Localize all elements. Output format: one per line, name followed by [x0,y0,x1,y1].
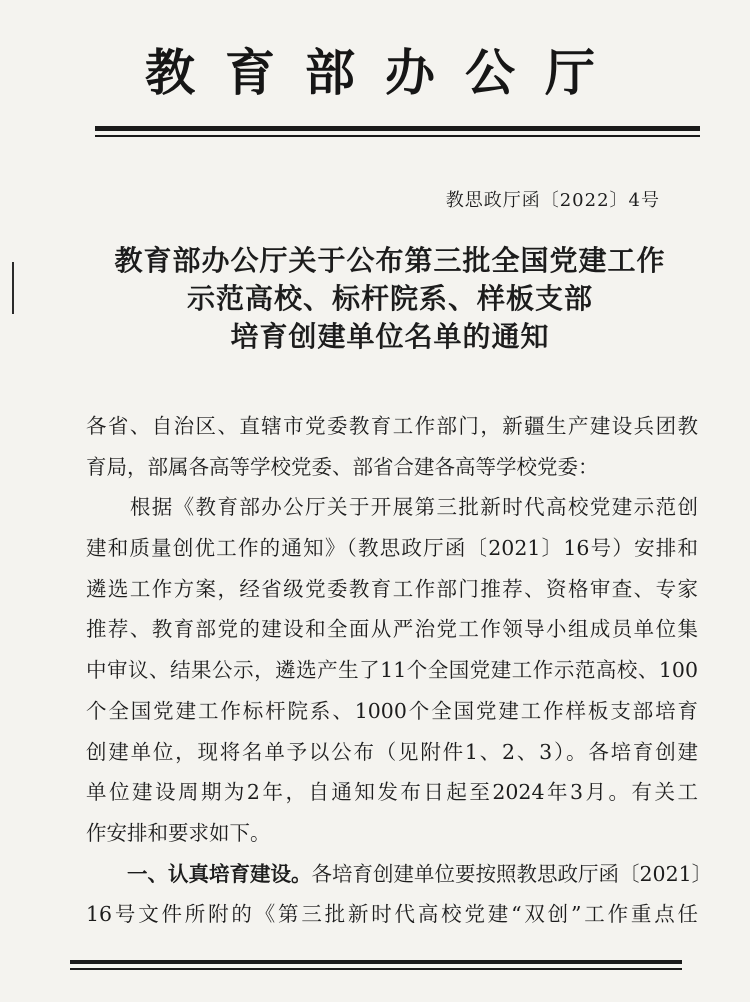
title-line: 培育创建单位名单的通知 [230,320,550,353]
body-line: 推荐、教育部党的建设和全面从严治党工作领导小组成员单位集 [86,617,698,642]
header-rule-thick [95,126,700,131]
body-line: 16号文件所附的《第三批新时代高校党建“双创”工作重点任 [86,902,698,927]
section-heading: 一、认真培育建设。 [86,861,312,886]
body-line: 个全国党建工作标杆院系、1000个全国党建工作样板支部培育 [86,698,698,723]
body-line: 中审议、结果公示，遴选产生了11个全国党建工作示范高校、100 [86,658,698,683]
body-line: 作安排和要求如下。 [86,820,271,845]
title-line: 示范高校、标杆院系、样板支部 [186,282,593,315]
addressee-line: 育局，部属各高等学校党委、部省合建各高等学校党委： [86,454,599,479]
title-line: 教育部办公厅关于公布第三批全国党建工作 [114,244,666,277]
body-line: 建和质量创优工作的通知》（教思政厅函〔2021〕16号）安排和 [86,536,698,561]
section-heading-line [86,854,713,895]
body-line: 根据《教育部办公厅关于开展第三批新时代高校党建示范创 [86,495,698,520]
document-title [60,242,720,356]
body-line: 遴选工作方案，经省级党委教育工作部门推荐、资格审查、专家 [86,576,698,601]
body-line: 单位建设周期为2年，自通知发布日起至2024年3月。有关工 [86,780,698,805]
margin-mark [12,262,14,314]
footer-rule-thin [70,968,682,970]
header-rule-thin [95,135,700,137]
letterhead: 教育部办公厅 [145,43,625,102]
section-text: 各培育创建单位要按照教思政厅函〔2021〕 [311,861,713,886]
footer-rule-thick [70,960,682,964]
body-line: 创建单位，现将名单予以公布（见附件1、2、3）。各培育创建 [86,739,698,764]
document-body [86,406,713,935]
addressee-line: 各省、自治区、直辖市党委教育工作部门，新疆生产建设兵团教 [86,414,698,438]
document-number: 教思政厅函〔2022〕4号 [445,190,660,211]
